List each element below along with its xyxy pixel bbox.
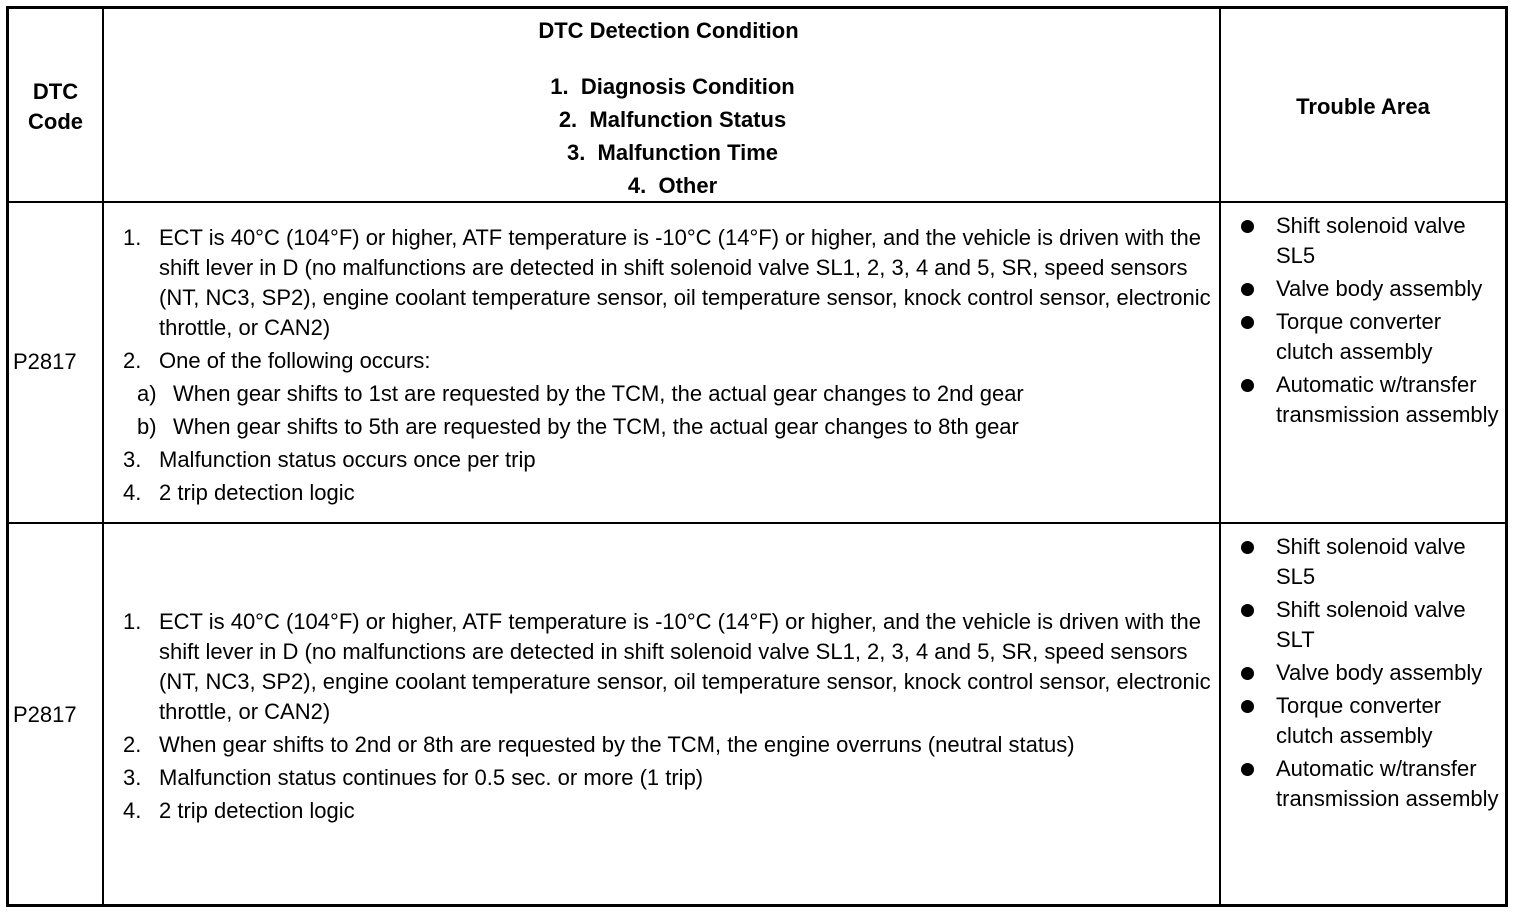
row-2-trouble-areas [1239, 532, 1501, 817]
condition-text: When gear shifts to 2nd or 8th are requested by the TCM, the engine overruns (neutral status) [159, 732, 1075, 757]
condition-item [123, 763, 1215, 793]
condition-text: Malfunction status occurs once per trip [159, 447, 536, 472]
header-trouble-area [1221, 9, 1505, 201]
bullet-icon [1241, 283, 1254, 296]
item-label: Malfunction Status [589, 107, 787, 132]
dtc-table [6, 6, 1508, 907]
trouble-area-text: Shift solenoid valve SL5 [1276, 534, 1466, 589]
item-label: Other [658, 173, 718, 198]
sub-condition-letter: a) [137, 381, 157, 406]
item-number: 1. [550, 74, 569, 99]
sub-condition-text: When gear shifts to 5th are requested by the TCM, the actual gear changes to 8th gear [173, 414, 1019, 439]
trouble-area-text: Torque converter clutch assembly [1276, 693, 1442, 748]
condition-text: One of the following occurs: [159, 348, 431, 373]
bullet-icon [1241, 379, 1254, 392]
bullet-icon [1241, 541, 1254, 554]
condition-number: 1. [123, 609, 142, 634]
condition-item [123, 478, 1215, 508]
condition-number: 4. [123, 480, 142, 505]
sub-condition-item [137, 379, 1215, 409]
sub-condition-letter: b) [137, 414, 157, 439]
bullet-icon [1241, 316, 1254, 329]
header-dtc-code [9, 9, 102, 201]
item-label: Malfunction Time [597, 140, 779, 165]
row-1-conditions [123, 223, 1215, 511]
condition-item [123, 730, 1215, 760]
bullet-icon [1241, 763, 1254, 776]
trouble-area-item [1239, 370, 1501, 430]
header-detection-item [126, 169, 1219, 202]
condition-item [123, 346, 1215, 442]
condition-number: 3. [123, 765, 142, 790]
row-divider [9, 522, 1505, 524]
trouble-area-item [1239, 691, 1501, 751]
condition-number: 2. [123, 732, 142, 757]
condition-text: 2 trip detection logic [159, 798, 355, 823]
condition-item [123, 223, 1215, 343]
header-detection-item [126, 103, 1219, 136]
trouble-area-text: Automatic w/transfer transmission assembly [1276, 756, 1499, 811]
trouble-area-text: Torque converter clutch assembly [1276, 309, 1442, 364]
header-dtc-code-line: Code [28, 109, 83, 134]
row-1-trouble-areas [1239, 211, 1501, 433]
item-label: Diagnosis Condition [580, 74, 795, 99]
condition-item [123, 445, 1215, 475]
trouble-area-item [1239, 532, 1501, 592]
sub-condition-item [137, 412, 1215, 442]
trouble-area-text: Shift solenoid valve SLT [1276, 597, 1466, 652]
header-detection-item [126, 136, 1219, 169]
sub-condition-text: When gear shifts to 1st are requested by the TCM, the actual gear changes to 2nd gear [173, 381, 1024, 406]
item-number: 4. [627, 173, 647, 198]
trouble-area-item [1239, 658, 1501, 688]
condition-number: 2. [123, 348, 142, 373]
header-detection-title: DTC Detection Condition [538, 18, 799, 43]
trouble-area-text: Automatic w/transfer transmission assembly [1276, 372, 1499, 427]
condition-text: 2 trip detection logic [159, 480, 355, 505]
item-number: 2. [558, 107, 578, 132]
header-trouble-area-label: Trouble Area [1296, 94, 1430, 119]
condition-item [123, 607, 1215, 727]
row-1-dtc-code: P2817 [13, 349, 77, 374]
trouble-area-text: Valve body assembly [1276, 276, 1483, 301]
condition-number: 3. [123, 447, 142, 472]
item-number: 3. [566, 140, 586, 165]
trouble-area-item [1239, 274, 1501, 304]
bullet-icon [1241, 220, 1254, 233]
condition-text: Malfunction status continues for 0.5 sec. or more (1 trip) [159, 765, 704, 790]
trouble-area-text: Shift solenoid valve SL5 [1276, 213, 1466, 268]
condition-number: 1. [123, 225, 142, 250]
trouble-area-text: Valve body assembly [1276, 660, 1483, 685]
trouble-area-item [1239, 595, 1501, 655]
bullet-icon [1241, 700, 1254, 713]
condition-text: ECT is 40°C (104°F) or higher, ATF temperature is -10°C (14°F) or higher, and the vehicle is driven with the shift lever in D (no malfunctions are detected in shift solenoid valve SL1, 2, 3, 4 and 5, SR, speed sensors (NT, NC3, SP2), engine coolant temperature sensor, oil temperature sensor, knock control sensor, electronic throttle, or CAN2) [159, 225, 1211, 340]
header-detection-item [126, 70, 1219, 103]
condition-item [123, 796, 1215, 826]
row-2-conditions [123, 607, 1215, 829]
condition-text: ECT is 40°C (104°F) or higher, ATF temperature is -10°C (14°F) or higher, and the vehicle is driven with the shift lever in D (no malfunctions are detected in shift solenoid valve SL1, 2, 3, 4 and 5, SR, speed sensors (NT, NC3, SP2), engine coolant temperature sensor, oil temperature sensor, knock control sensor, electronic throttle, or CAN2) [159, 609, 1211, 724]
trouble-area-item [1239, 211, 1501, 271]
bullet-icon [1241, 604, 1254, 617]
header-dtc-code-line: DTC [32, 79, 79, 104]
bullet-icon [1241, 667, 1254, 680]
row-2-dtc-code: P2817 [13, 702, 77, 727]
header-detection-condition [104, 9, 1219, 201]
condition-number: 4. [123, 798, 142, 823]
trouble-area-item [1239, 307, 1501, 367]
trouble-area-item [1239, 754, 1501, 814]
